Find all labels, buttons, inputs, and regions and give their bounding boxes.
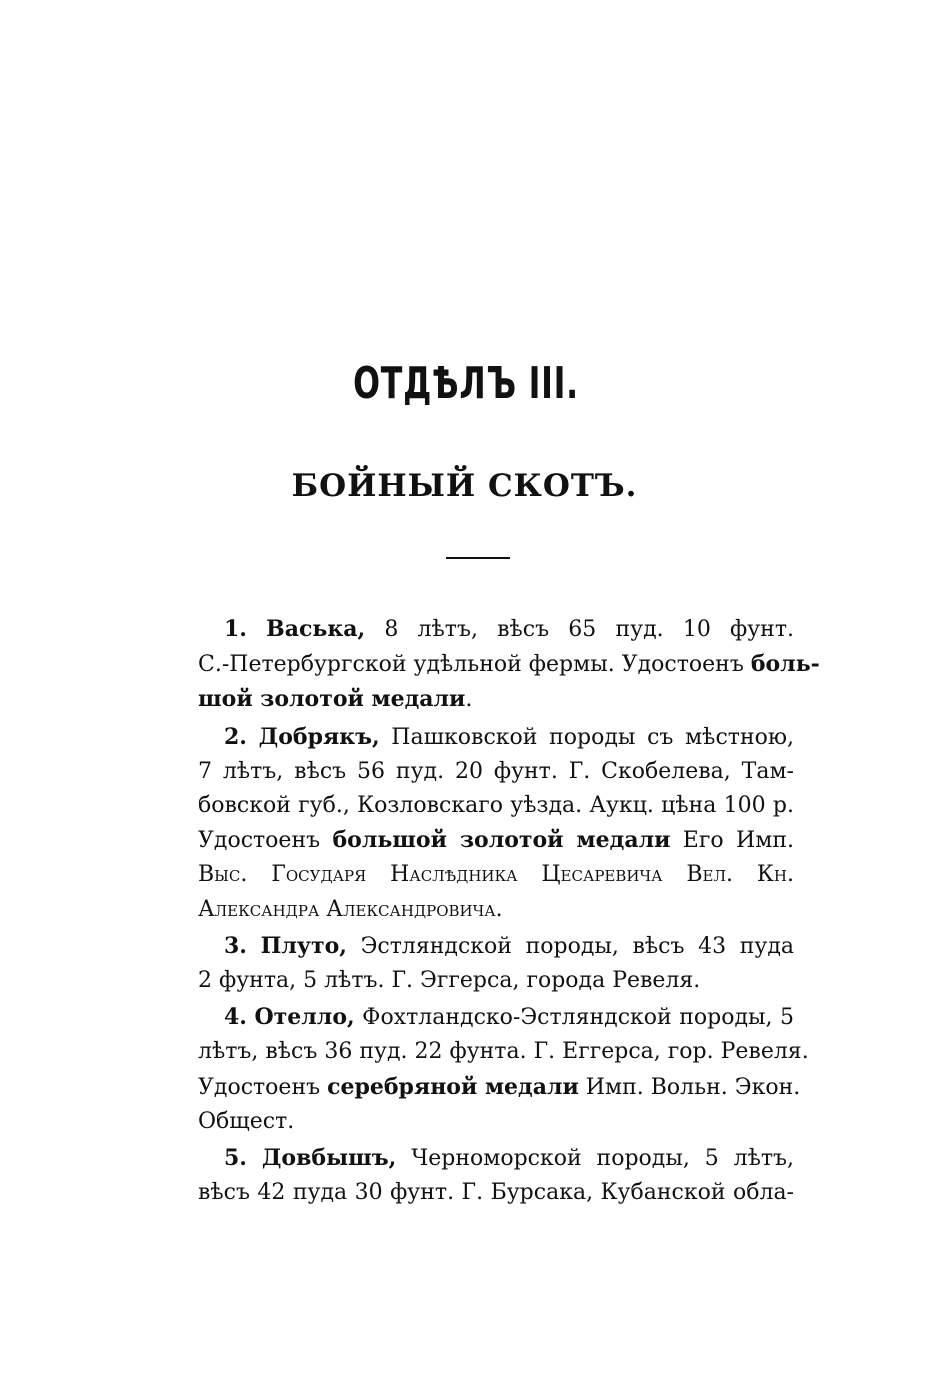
entry-text: Имп. Вольн. Экон. bbox=[578, 1074, 801, 1100]
award-text: серебряной медали bbox=[327, 1073, 579, 1100]
award-text: шой золотой медали bbox=[198, 686, 466, 713]
entry-text: Пашковской породы съ мѣстною, bbox=[379, 724, 794, 750]
entry-text: бовской губ., Козловскаго уѣзда. Аукц. цѣна 100 р. bbox=[198, 793, 794, 819]
entry-2 bbox=[170, 720, 794, 927]
entry-line bbox=[170, 682, 794, 717]
entry-text: 2 фунта, 5 лѣтъ. Г. Эггерса, города Ревеля. bbox=[198, 968, 701, 994]
entry-text: Черноморской породы, 5 лѣтъ, bbox=[396, 1146, 795, 1172]
entry-line bbox=[170, 1176, 794, 1210]
section-title: ОТДѢЛЪ III. bbox=[353, 358, 579, 409]
entry-line bbox=[170, 1000, 794, 1035]
entry-text: Удостоенъ bbox=[198, 1074, 328, 1100]
entry-line bbox=[170, 823, 794, 858]
entry-line bbox=[170, 720, 794, 755]
entry-name: Васька, bbox=[266, 616, 366, 642]
entry-line bbox=[170, 858, 794, 892]
entry-number: 2. bbox=[224, 723, 247, 750]
entry-number: 3. bbox=[224, 932, 247, 959]
entry-1 bbox=[170, 612, 820, 718]
entry-name: Довбышъ, bbox=[261, 1145, 397, 1172]
entry-text: С.-Петербургской удѣльной фермы. Удостоенъ bbox=[198, 652, 751, 678]
entry-5 bbox=[170, 1141, 794, 1210]
entry-4 bbox=[170, 1000, 809, 1139]
entry-text: Удостоенъ bbox=[198, 828, 333, 854]
entry-text: Его Имп. bbox=[670, 828, 794, 854]
entry-line bbox=[170, 612, 794, 647]
entry-number: 4. bbox=[224, 1004, 247, 1031]
entry-text: вѣсъ 42 пуда 30 фунт. Г. Бурсака, Кубанской обла- bbox=[198, 1180, 794, 1206]
entry-text: Эстляндской породы, вѣсъ 43 пуда bbox=[346, 933, 794, 959]
entry-number: 1. bbox=[224, 616, 247, 642]
entry-text: 8 лѣтъ, вѣсъ 65 пуд. 10 фунт. bbox=[365, 617, 794, 642]
entry-line bbox=[170, 1105, 794, 1139]
award-text: боль- bbox=[750, 651, 820, 678]
divider-rule bbox=[446, 557, 510, 559]
entry-line bbox=[170, 1035, 809, 1069]
entry-text: лѣтъ, вѣсъ 36 пуд. 22 фунта. Г. Еггерса, гор. Ревеля. bbox=[198, 1039, 809, 1065]
entry-number: 5. bbox=[224, 1145, 247, 1172]
section-subtitle: БОЙНЫЙ СКОТЪ. bbox=[291, 468, 638, 504]
entry-name: Добрякъ, bbox=[258, 723, 380, 750]
entry-text: 7 лѣтъ, вѣсъ 56 пуд. 20 фунт. Г. Скобелева, Там- bbox=[198, 758, 794, 784]
entry-line bbox=[170, 893, 794, 927]
entry-text: Выс. Государя Наслѣдника Цесаревича Вел. Кн. bbox=[198, 862, 794, 888]
entry-name: Отелло, bbox=[254, 1004, 355, 1031]
entry-line bbox=[170, 1141, 794, 1176]
entry-line bbox=[170, 964, 794, 998]
entry-text: Фохтландско-Эстляндской породы, 5 bbox=[354, 1005, 795, 1031]
entry-line bbox=[170, 1070, 801, 1105]
entry-text: . bbox=[465, 687, 473, 713]
entry-line bbox=[170, 929, 794, 964]
award-text: большой золотой медали bbox=[332, 827, 671, 854]
entry-line bbox=[170, 789, 794, 823]
entry-text: Александра Александровича. bbox=[198, 896, 503, 922]
entry-list bbox=[170, 612, 820, 1212]
entry-name: Плуто, bbox=[260, 932, 347, 959]
entry-line bbox=[170, 647, 820, 682]
entry-text: Общест. bbox=[198, 1108, 295, 1134]
entry-line bbox=[170, 755, 794, 789]
entry-3 bbox=[170, 929, 794, 998]
